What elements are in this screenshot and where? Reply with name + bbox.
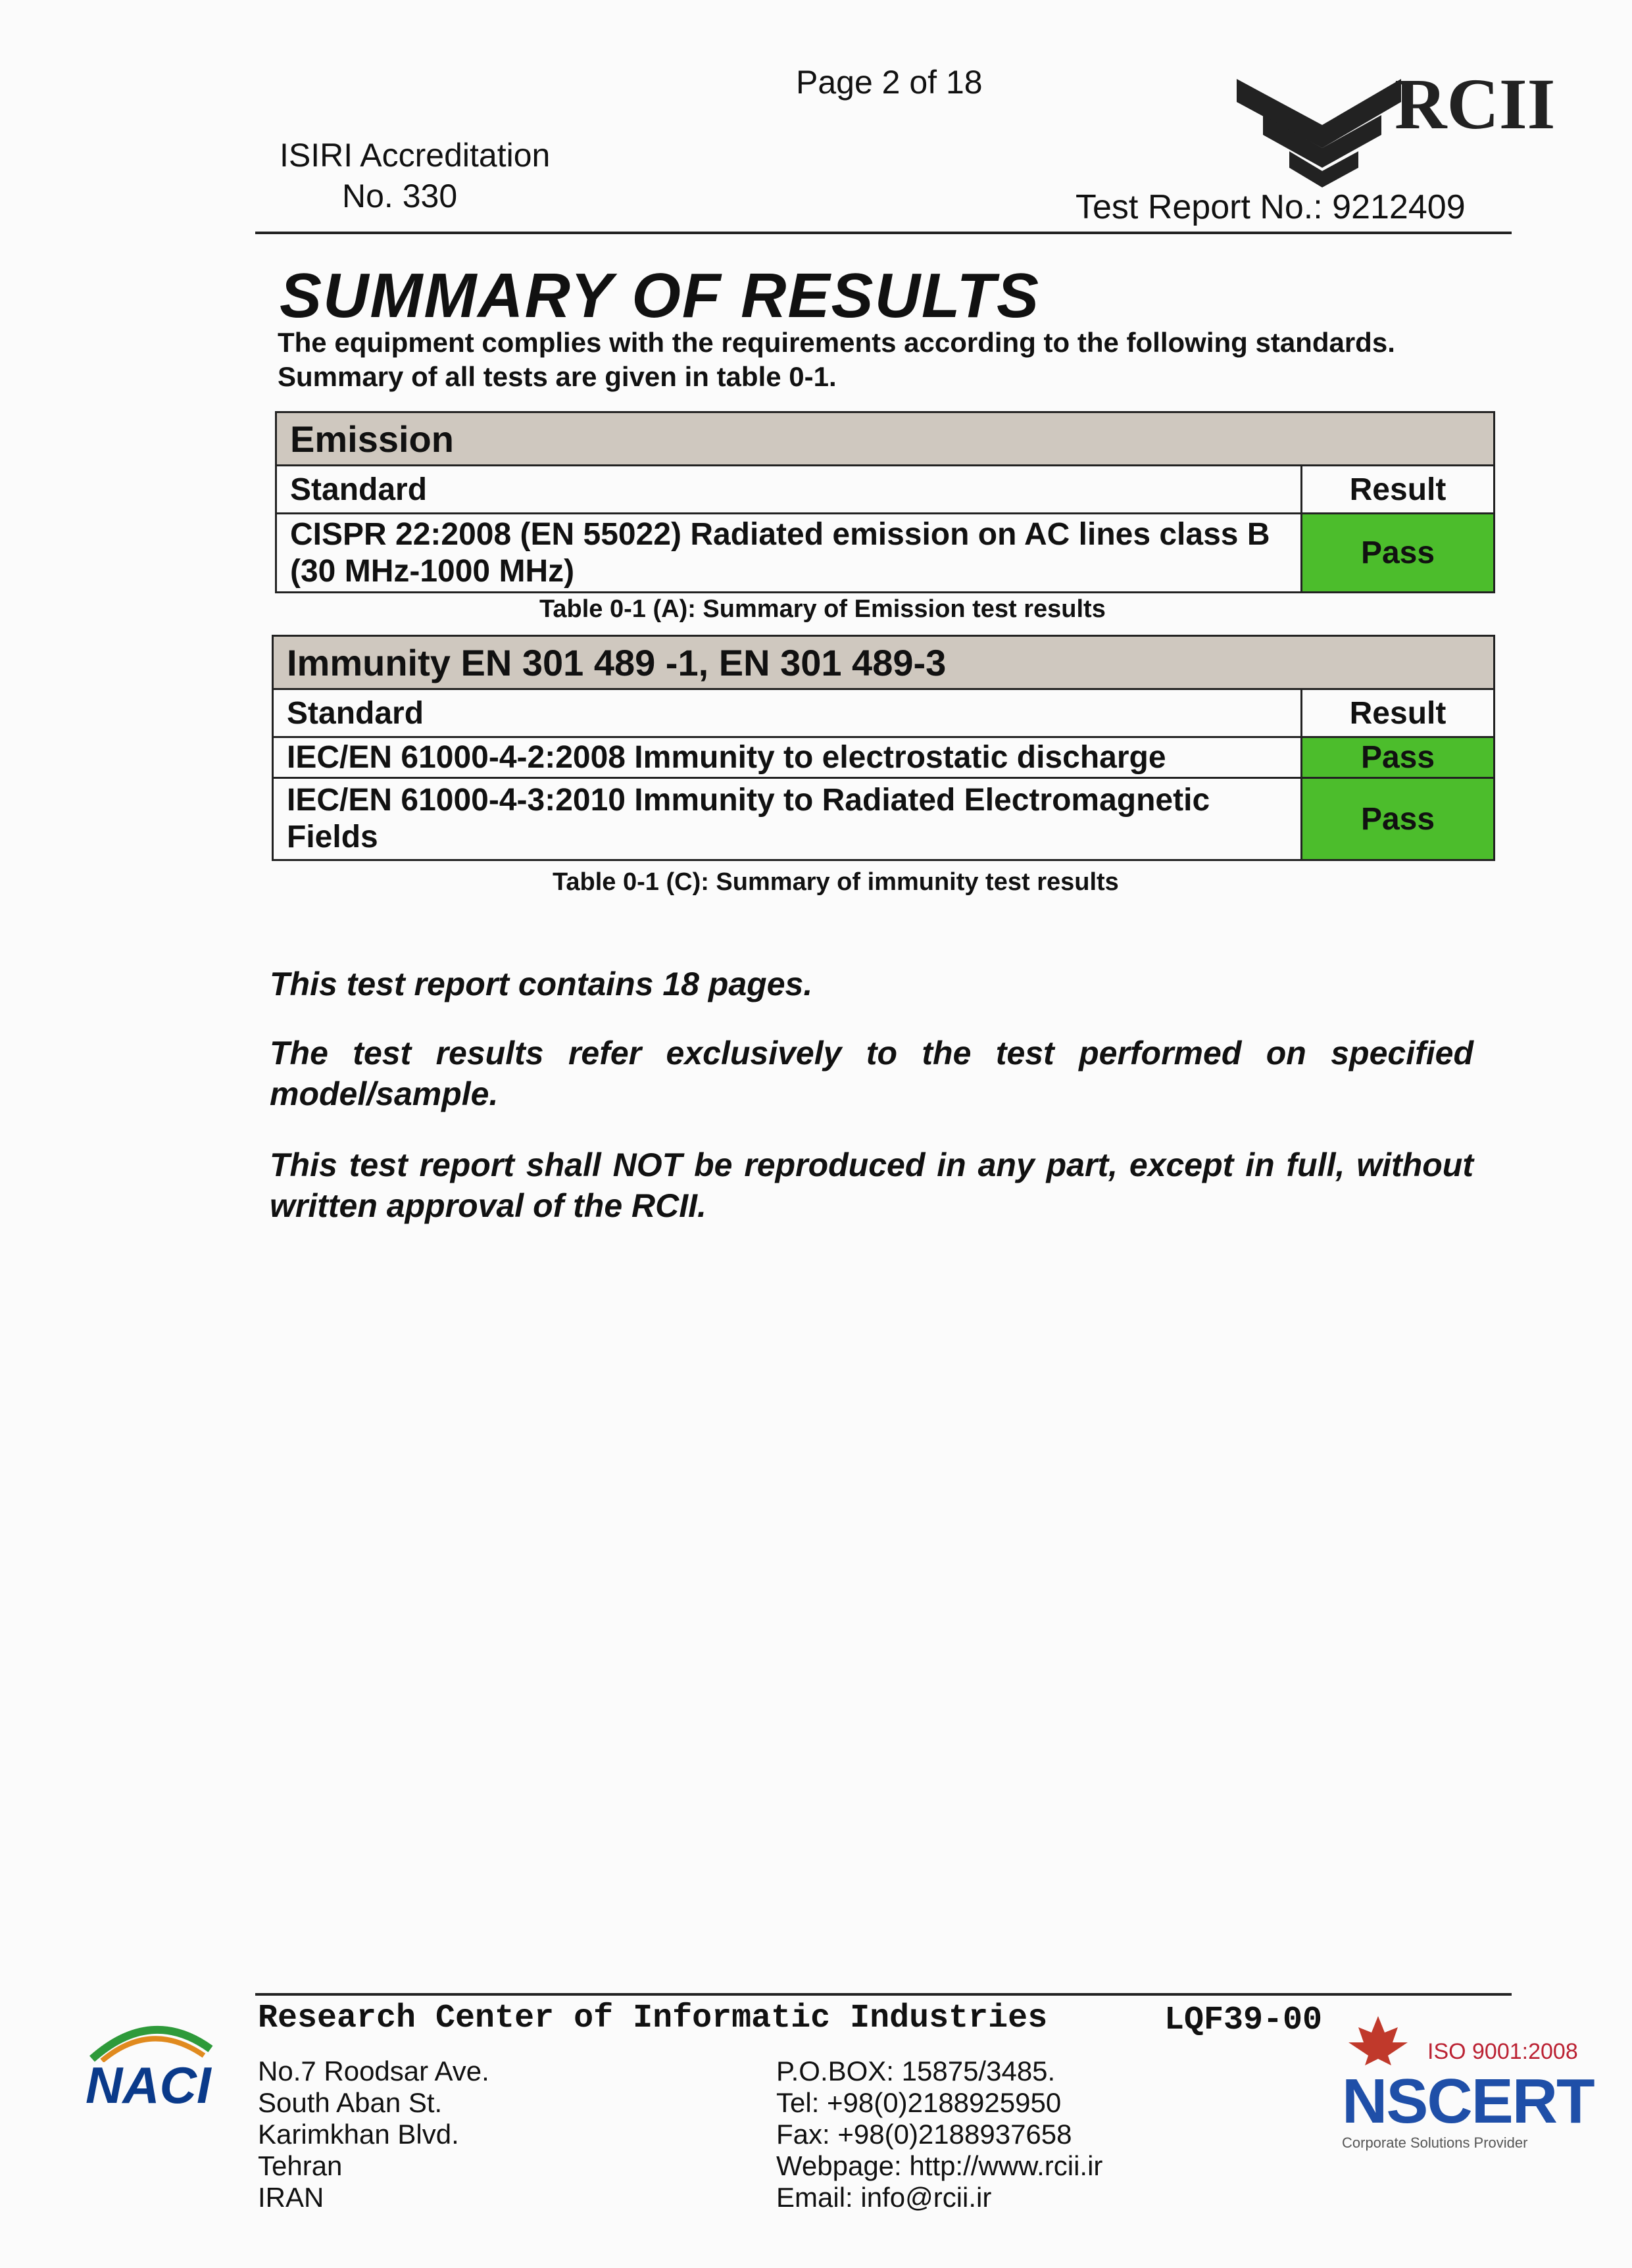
- emission-row-result: Pass: [1302, 514, 1495, 593]
- note-page-count: This test report contains 18 pages.: [270, 966, 813, 1002]
- header-divider: [255, 232, 1512, 234]
- nscert-iso: ISO 9001:2008: [1427, 2039, 1578, 2064]
- emission-result-header: Result: [1302, 466, 1495, 514]
- accreditation: [280, 135, 550, 216]
- immunity-result-header: Result: [1302, 689, 1495, 737]
- nscert-logo: [1322, 2013, 1598, 2151]
- address-line: IRAN: [258, 2182, 324, 2213]
- footer-contact: [776, 2056, 1102, 2213]
- emission-row-standard: CISPR 22:2008 (EN 55022) Radiated emission on AC lines class B (30 MHz-1000 MHz): [276, 514, 1302, 593]
- rcii-chevron-icon: [1237, 62, 1408, 207]
- emission-standard-header: Standard: [276, 466, 1302, 514]
- nscert-logo-text: NSCERT: [1342, 2066, 1594, 2136]
- intro-text: [278, 326, 1475, 394]
- address-line: Karimkhan Blvd.: [258, 2119, 459, 2150]
- immunity-table-caption: Table 0-1 (C): Summary of immunity test results: [553, 868, 1119, 896]
- footer-form-code: LQF39-00: [1164, 2002, 1323, 2039]
- intro-line-1: The equipment complies with the requirements according to the following standards.: [278, 327, 1395, 358]
- emission-section-title: Emission: [276, 412, 1495, 466]
- naci-arc-icon: [79, 2009, 237, 2062]
- maple-leaf-icon: [1339, 2013, 1418, 2072]
- nscert-subtitle: Corporate Solutions Provider: [1342, 2134, 1528, 2151]
- immunity-row-1-result: Pass: [1302, 737, 1495, 778]
- accreditation-number: No. 330: [342, 178, 458, 214]
- footer-divider: [255, 1993, 1512, 1996]
- footer-address: [258, 2056, 489, 2213]
- note-exclusive: The test results refer exclusively to the test performed on specified model/sample.: [270, 1035, 1473, 1112]
- page-number: Page 2 of 18: [796, 64, 983, 101]
- immunity-row-1-standard: IEC/EN 61000-4-2:2008 Immunity to electrostatic discharge: [273, 737, 1302, 778]
- address-line: No.7 Roodsar Ave.: [258, 2056, 489, 2086]
- emission-table: [275, 411, 1495, 593]
- immunity-table: [272, 635, 1495, 861]
- immunity-row-2-result: Pass: [1302, 778, 1495, 860]
- immunity-section-title: Immunity EN 301 489 -1, EN 301 489-3: [273, 636, 1495, 689]
- immunity-standard-header: Standard: [273, 689, 1302, 737]
- rcii-logo: [1237, 62, 1556, 207]
- contact-pobox: P.O.BOX: 15875/3485.: [776, 2056, 1056, 2086]
- report-value: 9212409: [1332, 188, 1466, 226]
- address-line: South Aban St.: [258, 2087, 443, 2118]
- footer-organization: Research Center of Informatic Industries: [258, 2000, 1048, 2037]
- note-reproduction: This test report shall NOT be reproduced in any part, except in full, without written approval of the RCII.: [270, 1146, 1473, 1224]
- report-label: Test Report No.:: [1076, 188, 1323, 226]
- accreditation-title: ISIRI Accreditation: [280, 137, 551, 174]
- address-line: Tehran: [258, 2150, 343, 2181]
- page-title: SUMMARY OF RESULTS: [280, 260, 1041, 331]
- report-number: [1076, 187, 1466, 227]
- contact-tel: Tel: +98(0)2188925950: [776, 2087, 1062, 2118]
- naci-logo-text: NACI: [86, 2056, 211, 2114]
- immunity-row-2-standard: IEC/EN 61000-4-3:2010 Immunity to Radiated Electromagnetic Fields: [273, 778, 1302, 860]
- rcii-logo-text: RCII: [1395, 64, 1556, 144]
- intro-line-2: Summary of all tests are given in table 0-1.: [278, 361, 837, 392]
- emission-table-caption: Table 0-1 (A): Summary of Emission test results: [539, 595, 1106, 623]
- contact-fax: Fax: +98(0)2188937658: [776, 2119, 1072, 2150]
- contact-webpage: Webpage: http://www.rcii.ir: [776, 2150, 1103, 2181]
- contact-email: Email: info@rcii.ir: [776, 2182, 992, 2213]
- naci-logo: [79, 2009, 237, 2141]
